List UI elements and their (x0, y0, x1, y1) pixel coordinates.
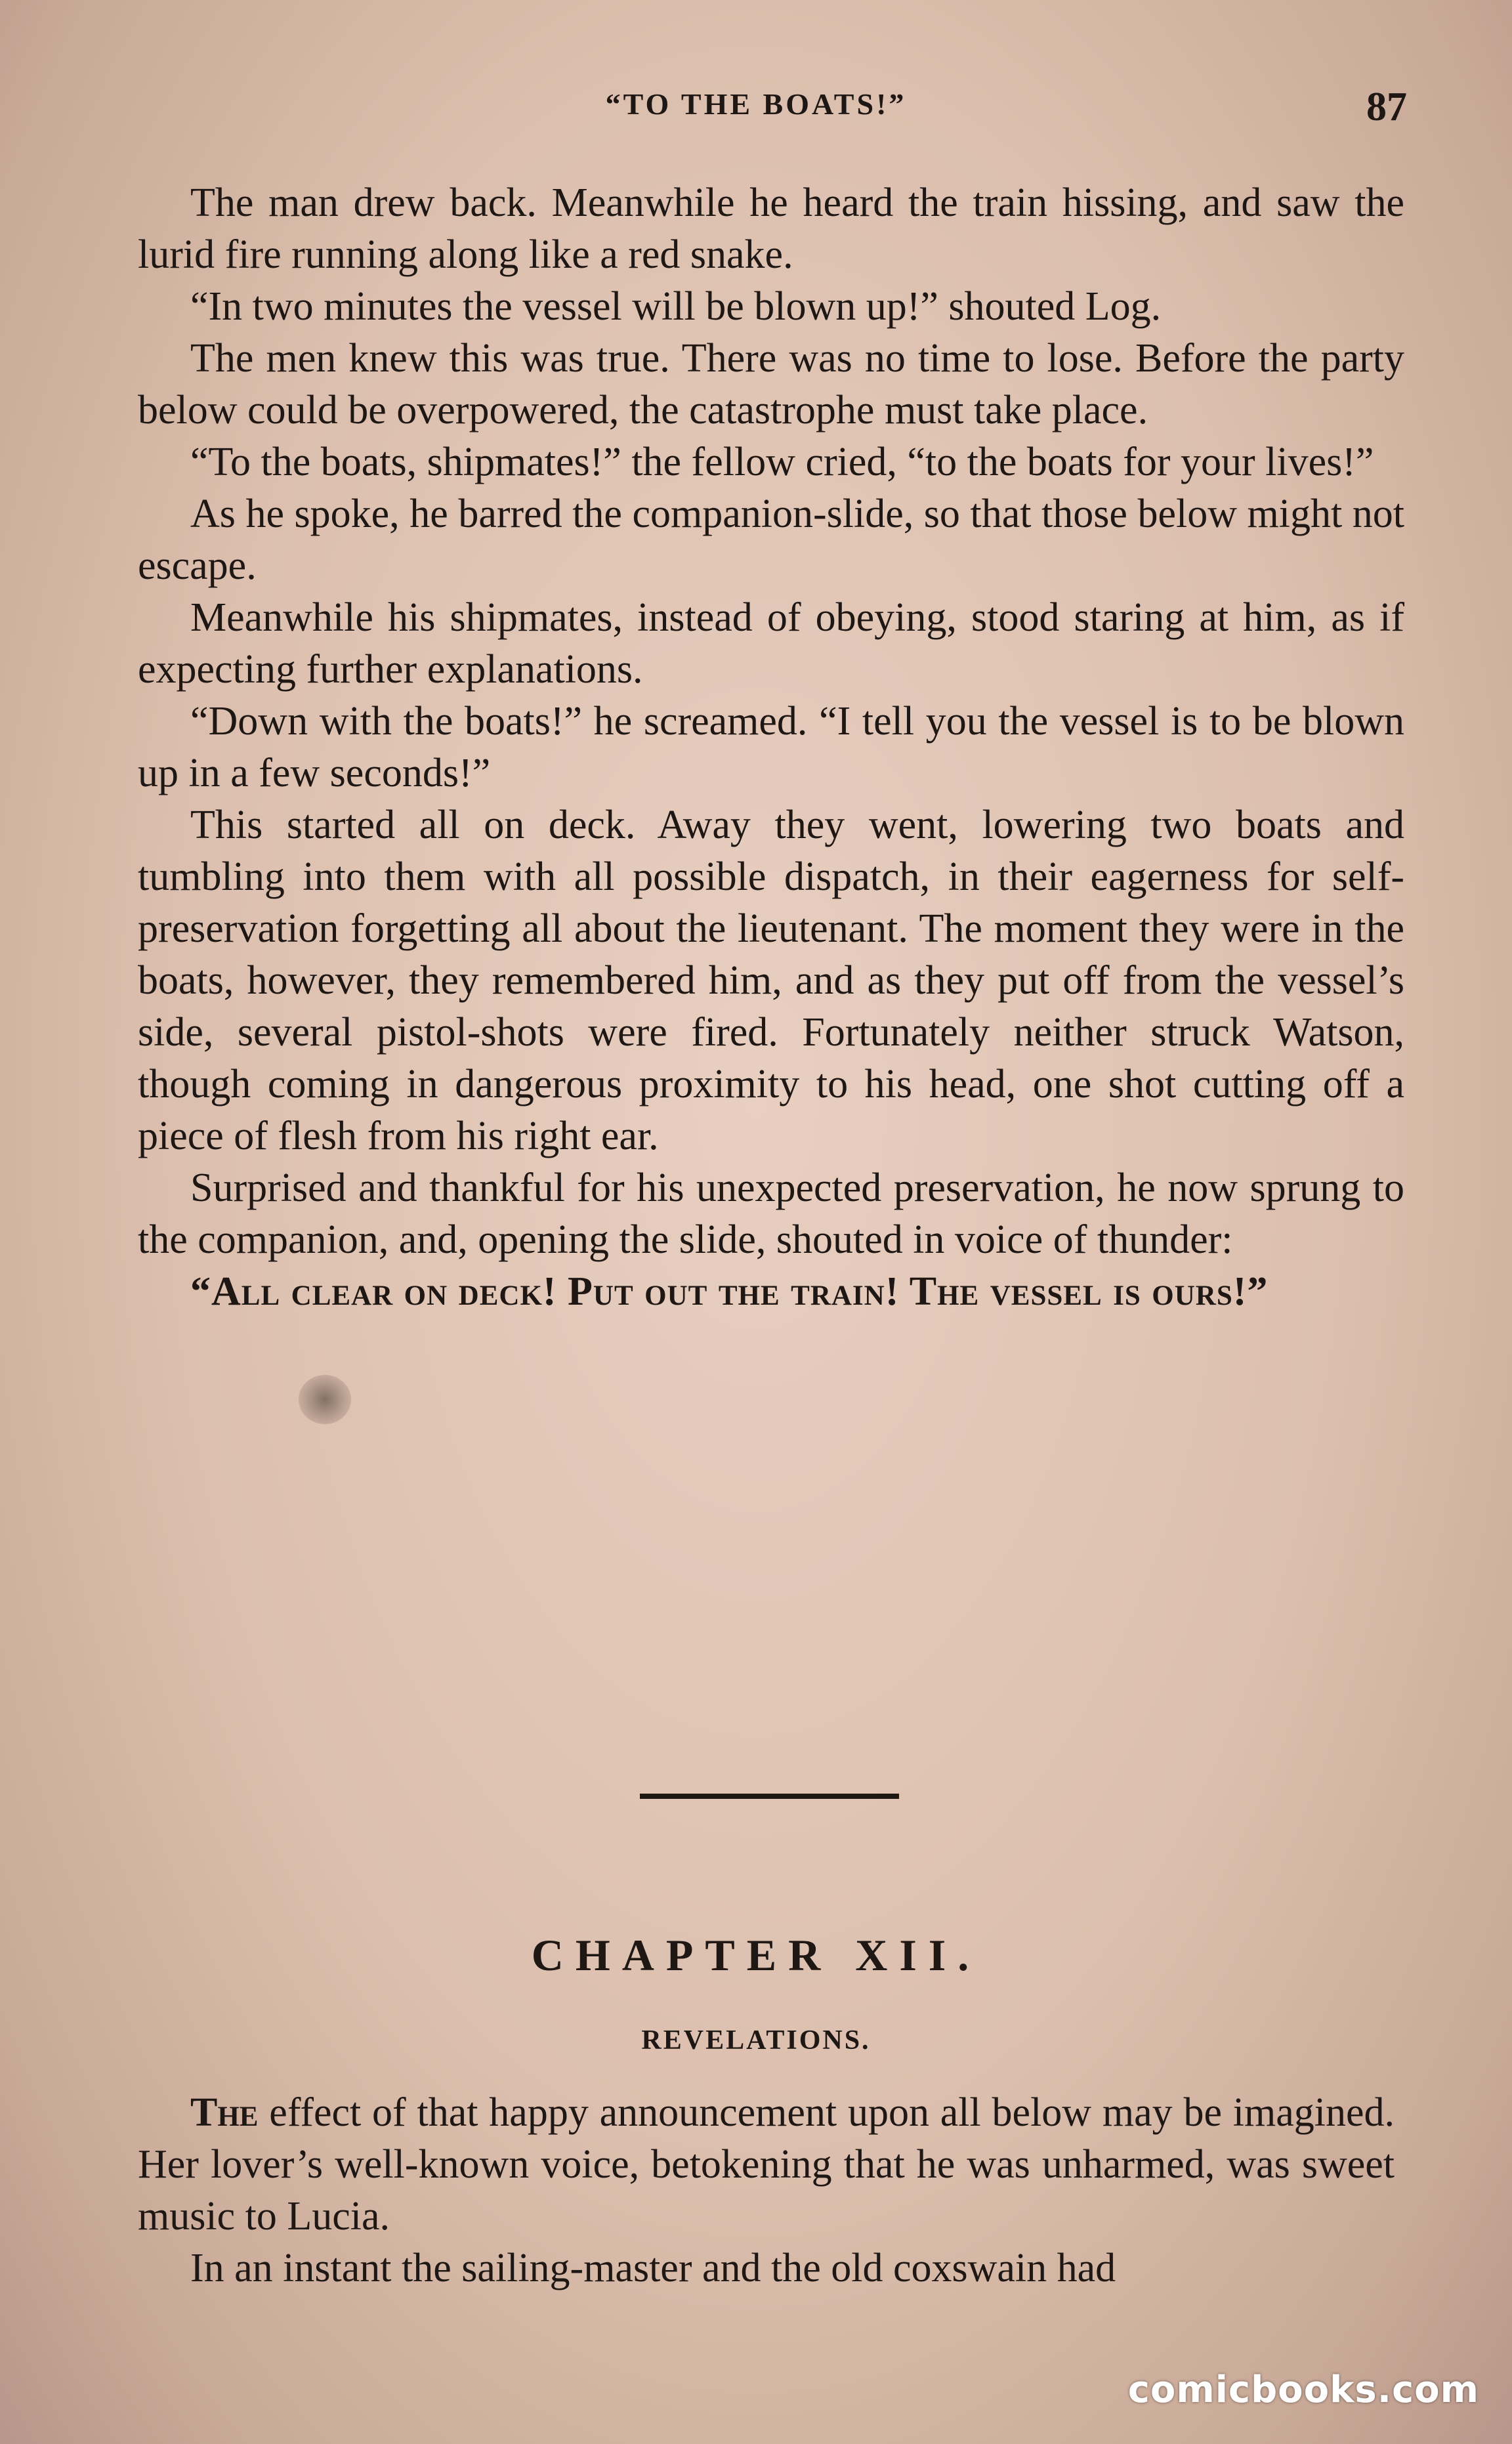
paragraph: The man drew back. Meanwhile he heard the train hissing, and saw the lurid fire running along like a red snake. (138, 180, 1404, 277)
ink-stain (299, 1375, 351, 1424)
paragraph: The men knew this was true. There was no time to lose. Before the party below could be overpowered, the catastrophe must take place. (138, 336, 1404, 432)
section-divider (640, 1794, 899, 1799)
chapter-paragraph: In an instant the sailing-master and the old coxswain had (190, 2246, 1116, 2290)
chapter-text (138, 2087, 1395, 2294)
chapter-paragraph-text: effect of that happy announcement upon all below may be imagined. Her lover’s well-known voice, betokening that he was unharmed, was sweet music to Lucia. (138, 2090, 1395, 2239)
paragraph: This started all on deck. Away they went, lowering two boats and tumbling into them with all possible dispatch, in their eagerness for self-preservation forgetting all about the lieutenant. The moment they were in the boats, however, they remembered him, and as they put off from the vessel’s side, several pistol-shots were fired. Fortunately neither struck Watson, though coming in dangerous proximity to his head, one shot cutting off a piece of flesh from his right ear. (138, 803, 1404, 1158)
chapter-paragraph (138, 2087, 1395, 2243)
paragraph: “Down with the boats!” he screamed. “I tell you the vessel is to be blown up in a few seconds!” (138, 699, 1404, 795)
chapter-lead-word: The (190, 2090, 259, 2135)
shout-paragraph: “All clear on deck! Put out the train! The vessel is ours!” (190, 1269, 1269, 1314)
page-header (0, 79, 1512, 138)
paragraph: “In two minutes the vessel will be blown up!” shouted Log. (190, 284, 1162, 329)
site-watermark: comicbooks.com (1127, 2369, 1479, 2411)
body-text (138, 177, 1404, 1318)
paragraph: Meanwhile his shipmates, instead of obeying, stood staring at him, as if expecting further explanations. (138, 595, 1404, 692)
paragraph: “To the boats, shipmates!” the fellow cried, “to the boats for your lives!” (190, 440, 1374, 484)
running-head: “TO THE BOATS!” (605, 87, 907, 121)
chapter-subtitle: REVELATIONS. (641, 2025, 871, 2055)
paragraph: As he spoke, he barred the companion-slide, so that those below might not escape. (138, 492, 1404, 588)
page-number: 87 (1366, 85, 1407, 129)
paragraph: Surprised and thankful for his unexpected preservation, he now sprung to the companion, and, opening the slide, shouted in voice of thunder: (138, 1166, 1404, 1262)
chapter-title: CHAPTER XII. (531, 1930, 981, 1980)
